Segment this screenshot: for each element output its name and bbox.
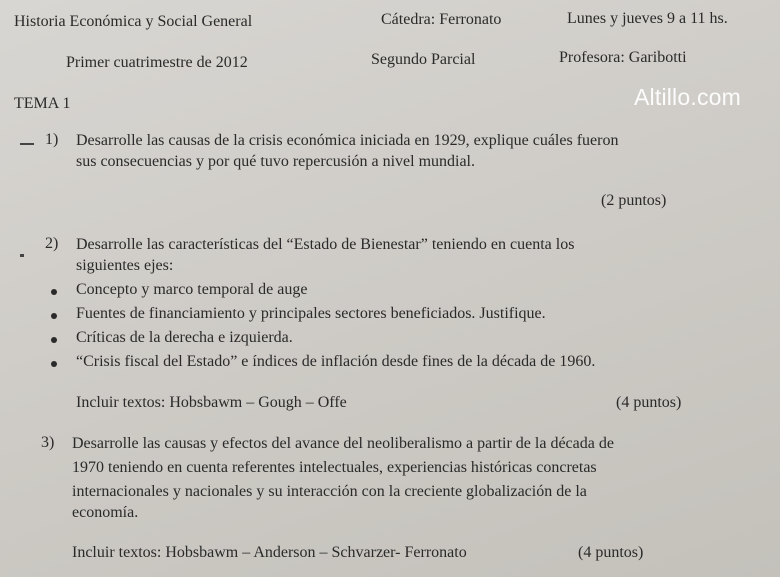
bullet-dot — [51, 289, 57, 295]
question-3-text-2 — [72, 456, 776, 480]
question-3-number: 3) — [41, 434, 55, 451]
bullet-dot — [51, 337, 57, 343]
question-3-points: (4 puntos) — [578, 544, 644, 561]
question-3-texts: Incluir textos: Hobsbawm – Anderson – Schvarzer- Ferronato — [72, 544, 467, 561]
question-2-number: 2) — [45, 235, 59, 252]
term-label: Primer cuatrimestre de 2012 — [66, 54, 248, 71]
chair-label: Cátedra: Ferronato — [381, 11, 502, 28]
bullet-item: Críticas de la derecha e izquierda. — [76, 329, 293, 346]
schedule-label: Lunes y jueves 9 a 11 hs. — [567, 10, 728, 27]
question-3-line-4: economía. — [72, 504, 139, 521]
question-2-line-2: siguientes ejes: — [76, 257, 174, 274]
question-1-number: 1) — [45, 131, 59, 148]
question-2-texts: Incluir textos: Hobsbawm – Gough – Offe — [76, 394, 347, 411]
question-2-points: (4 puntos) — [616, 394, 682, 411]
question-3-text — [72, 432, 776, 456]
bullet-item: Concepto y marco temporal de auge — [76, 281, 308, 298]
bullet-item: Fuentes de financiamiento y principales sectores beneficiados. Justifique. — [76, 305, 546, 322]
question-1-line-2: sus consecuencias y por qué tuvo repercusión a nivel mundial. — [76, 153, 475, 170]
question-3-line-2: 1970 teniendo en cuenta referentes intelectuales, experiencias históricas concretas — [72, 459, 597, 476]
tema-heading: TEMA 1 — [14, 95, 71, 112]
bullet-dot — [51, 361, 57, 367]
exam-label: Segundo Parcial — [371, 51, 476, 68]
question-3-line-1: Desarrolle las causas y efectos del avance del neoliberalismo a partir de la década de — [72, 435, 614, 452]
bullet-item: “Crisis fiscal del Estado” e índices de inflación desde fines de la década de 1960. — [76, 353, 596, 370]
question-2-text — [76, 233, 770, 257]
margin-mark — [20, 254, 24, 257]
question-1-text — [76, 129, 770, 153]
question-2-line-1: Desarrolle las características del “Estado de Bienestar” teniendo en cuenta los — [76, 236, 575, 253]
margin-dash — [20, 143, 34, 145]
question-3-text-3 — [72, 480, 776, 504]
course-title: Historia Económica y Social General — [14, 13, 253, 30]
bullet-dot — [51, 313, 57, 319]
professor-label: Profesora: Garibotti — [559, 49, 687, 66]
question-1-points: (2 puntos) — [601, 192, 667, 209]
watermark-logo: Altillo.com — [634, 84, 742, 110]
question-1-line-1: Desarrolle las causas de la crisis económica iniciada en 1929, explique cuáles fueron — [76, 132, 619, 149]
question-3-line-3: internacionales y nacionales y su interacción con la creciente globalización de la — [72, 483, 587, 500]
